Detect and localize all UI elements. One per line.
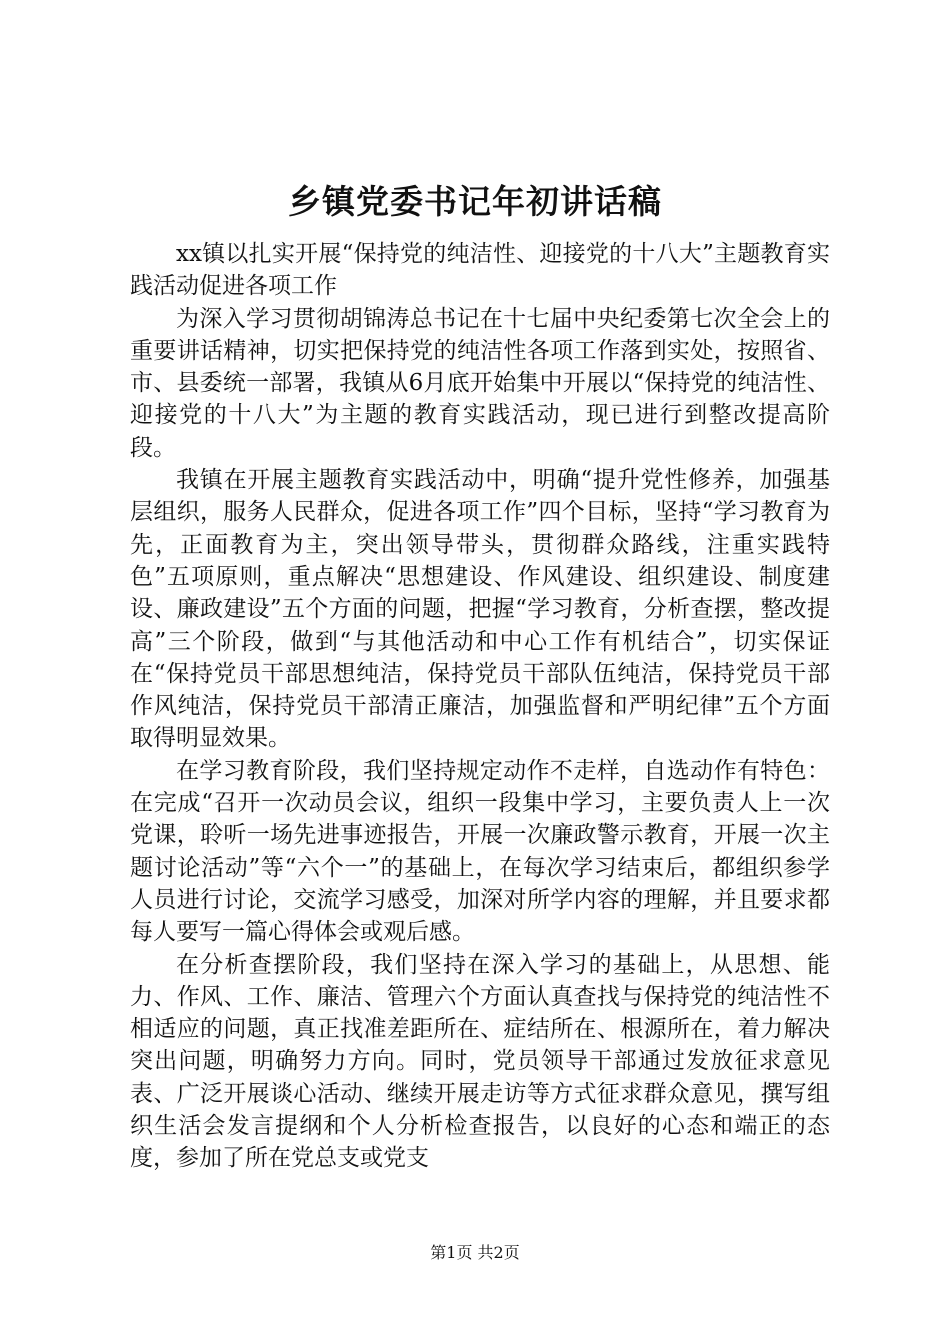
document-title: 乡镇党委书记年初讲话稿 — [288, 182, 662, 221]
document-body — [130, 238, 830, 1175]
paragraph-study-stage: 在学习教育阶段，我们坚持规定动作不走样，自选动作有特色：在完成“召开一次动员会议，组织一段集中学习，主要负责人上一次党课，聆听一场先进事迹报告，开展一次廉政警示教育，开展一次主题讨论活动”等“六个一”的基础上，在每次学习结束后，都组织参学人员进行讨论，交流学习感受，加深对所学内容的理解，并且要求都每人要写一篇心得体会或观后感。 — [130, 757, 830, 946]
paragraph-subtitle: xx镇以扎实开展“保持党的纯洁性、迎接党的十八大”主题教育实践活动促进各项工作 — [130, 241, 830, 300]
page-footer: 第1页 共2页 — [430, 1243, 520, 1262]
paragraph-analysis-stage: 在分析查摆阶段，我们坚持在深入学习的基础上，从思想、能力、作风、工作、廉洁、管理六个方面认真查找与保持党的纯洁性不相适应的问题，真正找准差距所在、症结所在、根源所在，着力解决突出问题，明确努力方向。同时，党员领导干部通过发放征求意见表、广泛开展谈心活动、继续开展走访等方式征求群众意见，撰写组织生活会发言提纲和个人分析检查报告，以良好的心态和端正的态度，参加了所在党总支或党支 — [130, 951, 830, 1172]
paragraph-goals: 我镇在开展主题教育实践活动中，明确“提升党性修养，加强基层组织，服务人民群众，促进各项工作”四个目标，坚持“学习教育为先，正面教育为主，突出领导带头，贯彻群众路线，注重实践特色”五项原则，重点解决“思想建设、作风建设、组织建设、制度建设、廉政建设”五个方面的问题，把握“学习教育，分析查摆，整改提高”三个阶段，做到“与其他活动和中心工作有机结合”，切实保证在“保持党员干部思想纯洁，保持党员干部队伍纯洁，保持党员干部作风纯洁，保持党员干部清正廉洁，加强监督和严明纪律”五个方面取得明显效果。 — [130, 467, 830, 752]
paragraph-intro: 为深入学习贯彻胡锦涛总书记在十七届中央纪委第七次全会上的重要讲话精神，切实把保持党的纯洁性各项工作落到实处，按照省、市、县委统一部署，我镇从6月底开始集中开展以“保持党的纯洁性、迎接党的十八大”为主题的教育实践活动，现已进行到整改提高阶段。 — [130, 305, 830, 461]
